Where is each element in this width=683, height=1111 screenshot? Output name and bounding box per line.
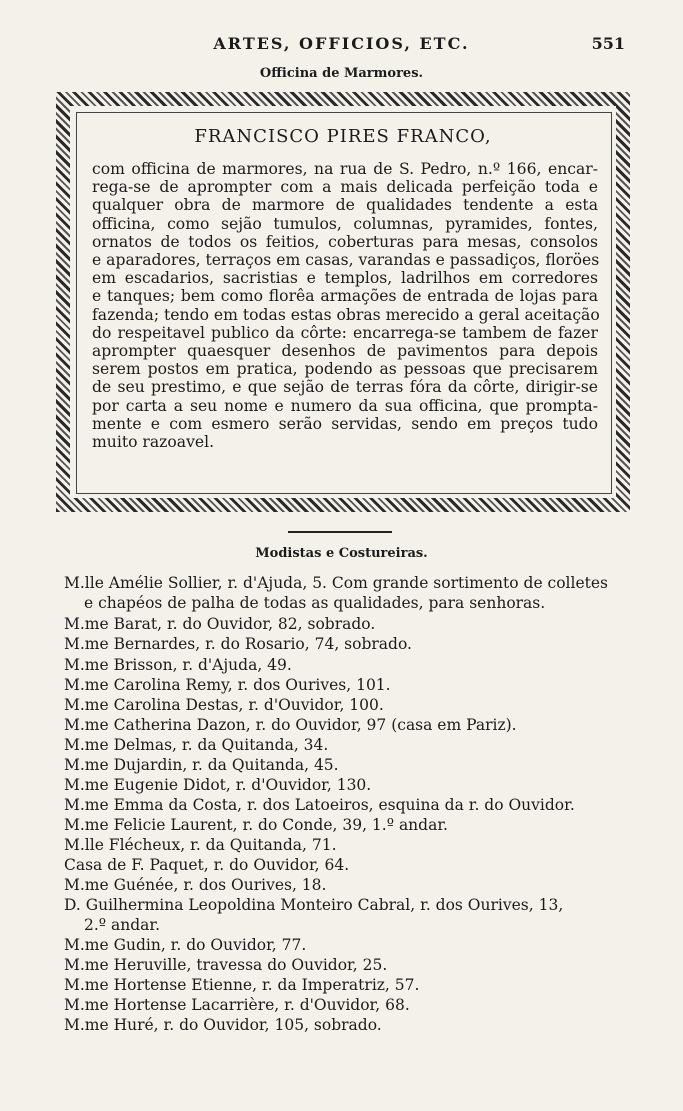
ad-line: rega-se de aprompter com a mais delicada perfeição toda e: [92, 178, 598, 197]
list-item: M.me Hortense Etienne, r. da Imperatriz, 57.: [64, 976, 420, 994]
section-heading-marmores: Officina de Marmores.: [259, 66, 424, 81]
list-item: Casa de F. Paquet, r. do Ouvidor, 64.: [64, 856, 350, 874]
list-item: M.me Felicie Laurent, r. do Conde, 39, 1.º andar.: [64, 816, 448, 834]
list-item: M.me Carolina Destas, r. d'Ouvidor, 100.: [64, 696, 384, 714]
list-item: M.me Hortense Lacarrière, r. d'Ouvidor, 68.: [64, 996, 410, 1014]
ad-line: e tanques; bem como florêa armações de entrada de lojas para: [92, 287, 598, 306]
list-item: M.me Carolina Remy, r. dos Ourives, 101.: [64, 676, 391, 694]
list-item: M.me Emma da Costa, r. dos Latoeiros, esquina da r. do Ouvidor.: [64, 796, 575, 814]
list-item: M.me Huré, r. do Ouvidor, 105, sobrado.: [64, 1016, 382, 1034]
running-title: ARTES, OFFICIOS, ETC.: [213, 34, 470, 53]
ad-line: em escadarios, sacristias e templos, ladrilhos em corredores: [92, 269, 598, 288]
ad-line: qualquer obra de marmore de qualidades tendente a esta: [92, 196, 598, 215]
page-number: 551: [591, 34, 625, 53]
list-item: M.lle Flécheux, r. da Quitanda, 71.: [64, 836, 337, 854]
ad-line: com officina de marmores, na rua de S. Pedro, n.º 166, encar-: [92, 160, 598, 178]
page-header: [0, 34, 683, 58]
ad-line: officina, como sejão tumulos, columnas, pyramides, fontes,: [92, 214, 598, 233]
ad-line: ornatos de todos os feitios, coberturas para mesas, consolos: [92, 232, 598, 251]
advertisement-box: [56, 92, 630, 512]
list-item: M.me Catherina Dazon, r. do Ouvidor, 97 (casa em Pariz).: [64, 716, 517, 734]
list-item-continuation: 2.º andar.: [84, 916, 161, 934]
ad-line: e aparadores, terraços em casas, varandas e passadiços, floröes: [92, 251, 600, 270]
ad-line: fazenda; tendo em todas estas obras merecido a geral aceitação: [92, 305, 600, 324]
list-item: M.me Bernardes, r. do Rosario, 74, sobrado.: [64, 635, 412, 653]
ad-line: por carta a seu nome e numero da sua officina, que prompta-: [92, 396, 598, 415]
advertiser-name: FRANCISCO PIRES FRANCO,: [194, 126, 492, 147]
list-item: M.me Delmas, r. da Quitanda, 34.: [64, 736, 329, 754]
section-divider: [288, 531, 392, 533]
list-item: M.lle Amélie Sollier, r. d'Ajuda, 5. Com grande sortimento de colletes: [64, 574, 608, 592]
section-heading-modistas: Modistas e Costureiras.: [255, 546, 428, 561]
advertisement-text: [92, 160, 598, 451]
list-item: M.me Dujardin, r. da Quitanda, 45.: [64, 756, 339, 774]
ad-line: aprompter quaesquer desenhos de pavimentos para depois: [92, 342, 598, 361]
list-item: M.me Barat, r. do Ouvidor, 82, sobrado.: [64, 615, 376, 633]
list-item: M.me Heruville, travessa do Ouvidor, 25.: [64, 956, 388, 974]
list-item-continuation: e chapéos de palha de todas as qualidades, para senhoras.: [84, 594, 546, 612]
list-item: M.me Gudin, r. do Ouvidor, 77.: [64, 936, 307, 954]
ad-line: muito razoavel.: [92, 433, 215, 452]
list-item: D. Guilhermina Leopoldina Monteiro Cabral, r. dos Ourives, 13,: [64, 896, 564, 914]
ad-line: mente e com esmero serão servidas, sendo em preços tudo: [92, 414, 598, 433]
list-item: M.me Brisson, r. d'Ajuda, 49.: [64, 656, 292, 674]
ad-line: do respeitavel publico da côrte: encarrega-se tambem de fazer: [92, 323, 598, 342]
ad-line: serem postos em pratica, podendo as pessoas que precisarem: [92, 360, 598, 379]
list-item: M.me Guénée, r. dos Ourives, 18.: [64, 876, 327, 894]
list-item: M.me Eugenie Didot, r. d'Ouvidor, 130.: [64, 776, 372, 794]
ad-line: de seu prestimo, e que sejão de terras fóra da côrte, dirigir-se: [92, 378, 598, 397]
